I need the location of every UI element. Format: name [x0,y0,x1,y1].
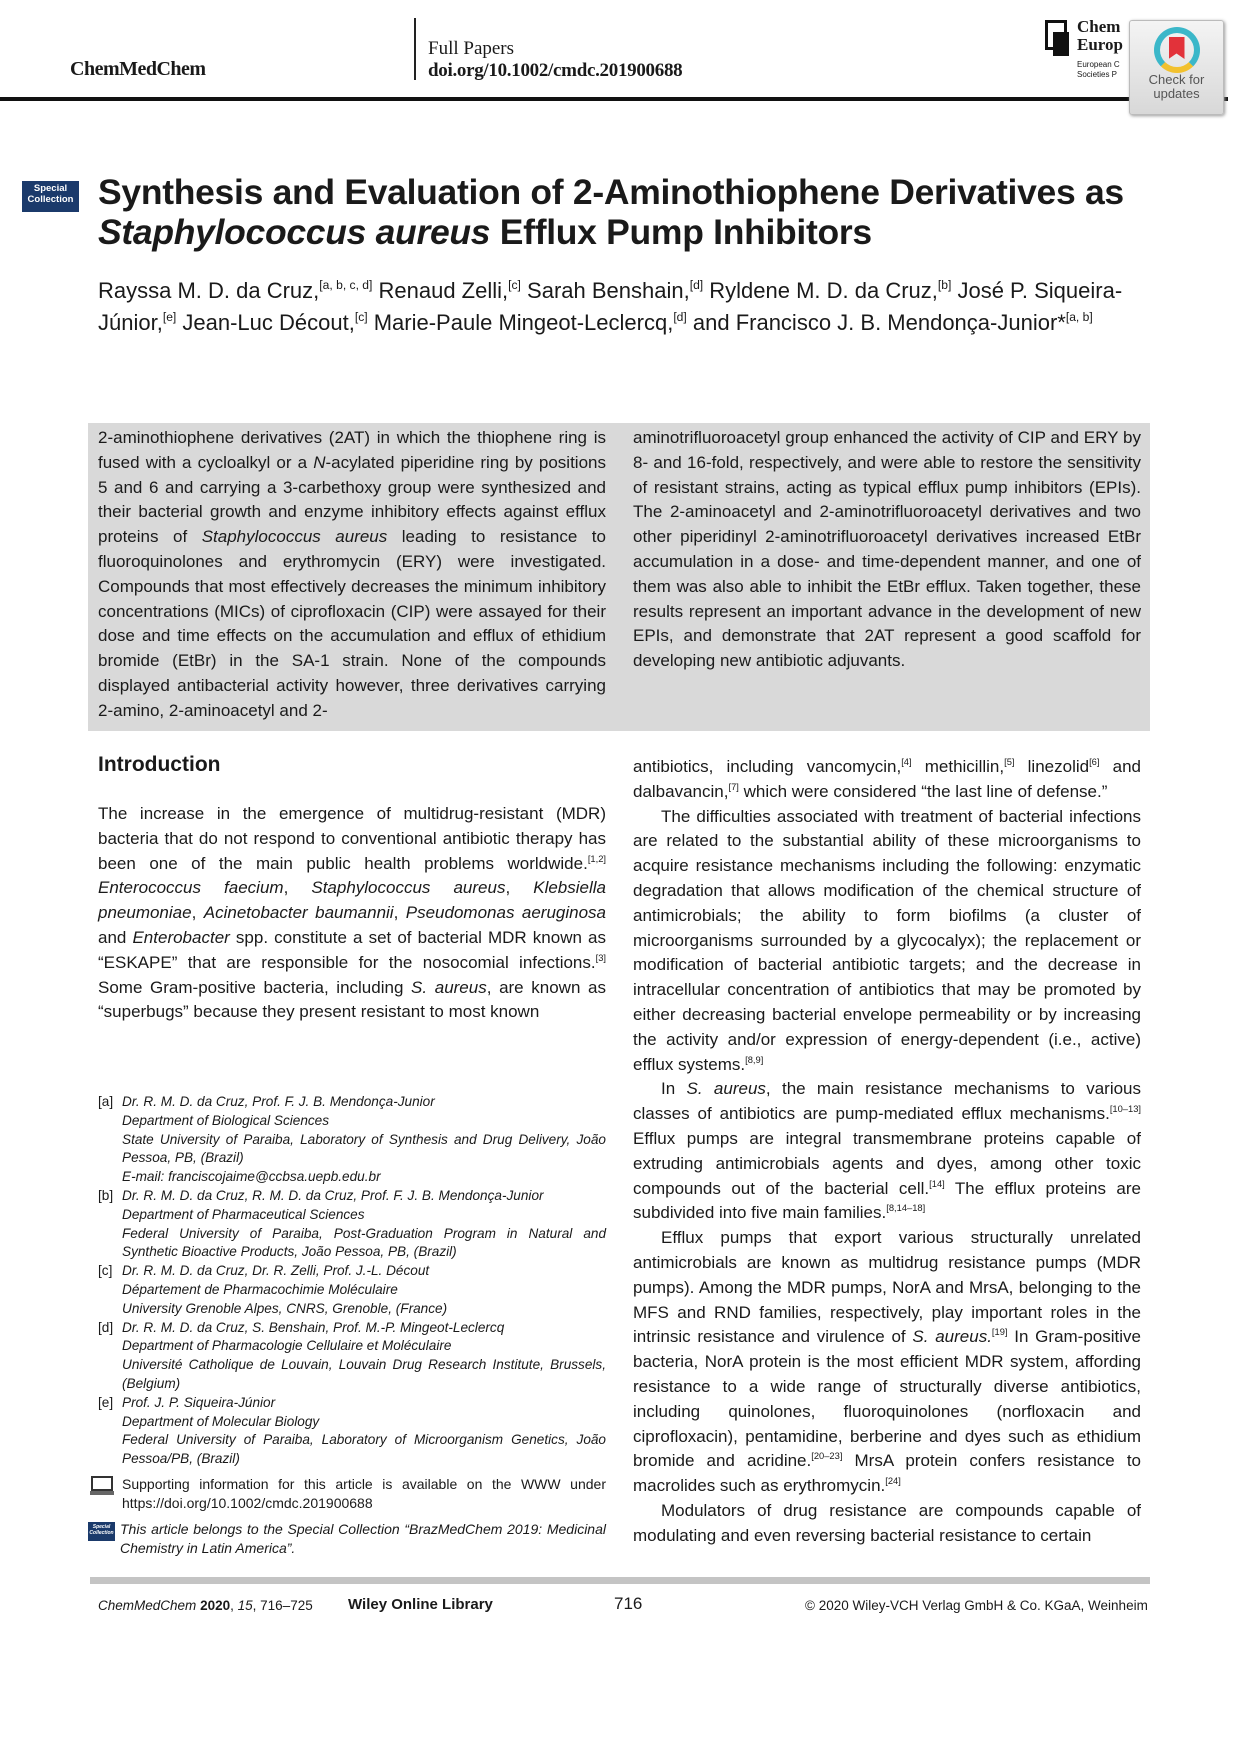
reference-superscript[interactable]: [3] [595,952,606,963]
text-run: Marie-Paule Mingeot-Leclercq, [367,310,674,335]
page-number: 716 [614,1594,643,1613]
text-run: The difficulties associated with treatment of bacterial infections are related to the substantial ability of these microorganisms to acquire resistance mechanisms including the following: enzymatic degradation that allows modification of the chemical structure of antimicrobials; the ability to form biofilms (a cluster of microorganisms surrounded by a glycocalyx); the replacement or modification of bacterial antibiotic targets; and the decrease in intracellular concentration of antibiotics that may be promoted by either decreasing bacterial envelope permeability or by increasing the activity and/or expression of energy-dependent (i.e., active) efflux systems. [633,806,1141,1074]
text-run: 15 [237,1598,253,1613]
text-run: S. aureus [411,977,487,997]
text-run: Staphylococcus aureus [98,212,491,252]
affiliation-line: University Grenoble Alpes, CNRS, Grenoble, (France) [122,1300,448,1316]
affiliation-line: State University of Paraiba, Laboratory of Synthesis and Drug Delivery, João Pessoa, PB, (Brazil) [122,1131,606,1166]
text-run: , [230,1598,238,1613]
badge-text: Collection [27,193,74,205]
reference-superscript[interactable]: [8,9] [745,1054,764,1065]
affiliation-line: Dr. R. M. D. da Cruz, S. Benshain, Prof. M.-P. Mingeot-Leclercq [122,1319,505,1335]
check-updates-label: updates [1153,86,1200,101]
text-run: 2020 [200,1598,231,1613]
check-updates-label: Check for [1148,72,1205,87]
affiliation-line: Department of Pharmaceutical Sciences [122,1206,365,1222]
affiliation-item [98,1093,606,1187]
text-run: linezolid [1014,757,1090,776]
text-run: , 716–725 [252,1598,313,1613]
text-run: S. aureus [686,1079,766,1099]
text-run: Efflux pumps that export various structurally unrelated antimicrobials are known as multidrug resistance pumps (MDR pumps). Among the MDR pumps, NorA and MrsA, belonging to the MFS and RND families, respectively, play important roles in the intrinsic resistance and virulence of [633,1228,1141,1347]
text-run: leading to resistance to fluoroquinolones and erythromycin (ERY) were investigated. Compounds that most effectively decreases the minimum inhibitory concentrations (MICs) of ciprofloxacin (CIP) were assayed for their dose and time effects on the accumulation and efflux of ethidium bromide (EtBr) in the SA-1 strain. None of the compounds displayed antibacterial activity however, three derivatives carrying 2-amino, 2-aminoacetyl and 2- [98,527,606,720]
text-run: Sarah Benshain, [520,278,690,303]
affiliation-line: Department of Pharmacologie Cellulaire et Moléculaire [122,1338,452,1354]
text-run: , [393,903,406,923]
logo-subtext: European C [1077,60,1120,69]
footer-citation [98,1598,313,1613]
affiliation-label: [d] [98,1319,114,1335]
text-run: S. aureus. [912,1327,992,1347]
text-run: methicillin, [911,757,1005,776]
affiliation-line: Federal University of Paraiba, Post-Graduation Program in Natural and Synthetic Bioactive Products, João Pessoa, PB, (Brazil) [122,1225,606,1260]
text-run: and dalbavancin, [633,757,1141,801]
text-run: aminotrifluoroacetyl group enhanced the activity of CIP and ERY by 8- and 16-fold, respectively, and were able to restore the sensitivity of resistant strains, acting as typical efflux pump inhibitors (EPIs). The 2-aminoacetyl and 2-aminotrifluoroacetyl derivatives and two other piperidinyl 2-aminotrifluoroacetyl derivatives increased EtBr accumulation in a dose- and time-dependent manner, and one of them was also able to inhibit the EtBr efflux. Taken together, these results represent an important advance in the development of new EPIs, and demonstrate that 2AT represent a good scaffold for developing new antibiotic adjuvants. [633,428,1141,671]
abstract-right [633,426,1141,674]
text-run: ChemMedChem [98,1598,197,1613]
reference-superscript[interactable]: [e] [162,309,177,324]
text-run: , are known as “superbugs” because they present resistant to most known [98,977,606,1022]
reference-superscript[interactable]: [1,2] [587,853,606,864]
section-label: Full Papers [428,38,515,59]
affiliation-item [98,1262,606,1318]
reference-superscript[interactable]: [20–23] [811,1451,843,1462]
reference-superscript[interactable]: [b] [937,277,952,292]
text-run: Staphylococcus aureus [311,878,506,898]
affiliation-line: Département de Pharmacochimie Moléculaire [122,1281,398,1297]
supporting-info-text[interactable]: Supporting information for this article is available on the WWW under https://doi.org/10.1002/cmdc.201900688 [122,1476,606,1511]
paragraph [633,1226,1141,1499]
wiley-online-library-link[interactable]: Wiley Online Library [348,1596,493,1613]
text-run: Acinetobacter baumannii [203,903,394,923]
affiliation-label: [e] [98,1394,114,1410]
text-run: José P. Siqueira-Júnior, [98,278,1123,335]
text-run: The increase in the emergence of multidrug-resistant (MDR) bacteria that do not respond to conventional antibiotic therapy has been one of the main public health problems worldwide. [98,804,606,873]
check-for-updates-button[interactable] [1129,20,1224,115]
special-collection-text: This article belongs to the Special Collection “BrazMedChem 2019: Medicinal Chemistry in Latin America”. [120,1521,606,1556]
text-run: Pseudomonas aeruginosa [405,903,607,923]
reference-superscript[interactable]: [24] [885,1476,901,1487]
reference-superscript[interactable]: [6] [1089,757,1100,767]
reference-superscript[interactable]: [c] [354,309,368,324]
affiliation-line: Dr. R. M. D. da Cruz, Prof. F. J. B. Mendonça-Junior [122,1094,435,1109]
logo-text: Chem [1077,17,1121,36]
affiliation-line: Université Catholique de Louvain, Louvain Drug Research Institute, Brussels, (Belgium) [122,1357,606,1391]
text-run: Enterococcus faecium [98,878,284,898]
author-list [98,275,1148,339]
text-run: Efflux Pump Inhibitors [490,212,872,252]
chemistry-europe-logo [1045,18,1135,88]
affiliation-label: [b] [98,1187,114,1203]
text-run: antibiotics, including vancomycin, [633,757,902,776]
reference-superscript[interactable]: [4] [901,757,912,767]
reference-superscript[interactable]: [7] [728,781,739,792]
affiliation-line: Prof. J. P. Siqueira-Júnior [122,1394,276,1410]
text-run: The efflux proteins are subdivided into five main families. [633,1178,1141,1223]
reference-superscript[interactable]: [8,14–18] [886,1203,926,1214]
introduction-right [633,755,1141,1549]
introduction-heading: Introduction [98,753,221,776]
paragraph [633,1077,1141,1226]
reference-superscript[interactable]: [d] [673,309,687,324]
badge-text: Special [33,183,68,194]
paragraph [98,802,606,1025]
text-run: , [283,878,312,898]
logo-text: Europ [1077,35,1123,54]
text-run: Jean-Luc Décout, [176,310,355,335]
doi-link[interactable]: doi.org/10.1002/cmdc.201900688 [428,60,683,81]
special-collection-badge [22,181,79,212]
text-run: In [661,1079,687,1099]
reference-superscript[interactable]: [19] [991,1327,1008,1338]
special-collection-icon: Special Collection [88,1522,115,1541]
text-run: Synthesis and Evaluation of 2-Aminothiophene Derivatives as [98,172,1124,212]
text-run: Klebsiella pneumoniae [98,878,606,923]
text-run: MrsA protein confers resistance to macrolides such as erythromycin. [633,1451,1141,1496]
affiliation-line: Department of Biological Sciences [122,1112,330,1128]
article-title [98,172,1148,252]
affiliation-item [98,1187,606,1262]
text-run: Modulators of drug resistance are compounds capable of modulating and even reversing bacterial resistance to certain [633,1500,1141,1545]
reference-superscript[interactable]: [a, b] [1065,309,1093,324]
text-run: Enterobacter [132,927,230,947]
header-rule [0,97,1228,101]
paragraph [633,805,1141,1078]
introduction-left [98,802,606,1025]
computer-icon [90,1476,114,1496]
affiliations [98,1093,606,1469]
abstract-left [98,426,606,724]
reference-superscript[interactable]: [5] [1004,757,1015,767]
affiliation-label: [a] [98,1094,114,1109]
text-run: N [313,452,326,472]
text-run: , the main resistance mechanisms to various classes of antibiotics are pump-mediated efflux mechanisms. [633,1079,1142,1124]
journal-name: ChemMedChem [70,58,206,80]
affiliation-label: [c] [98,1263,113,1279]
text-run: Efflux pumps are integral transmembrane proteins capable of extruding antimicrobials agents and dyes, among other toxic compounds out of the bacterial cell. [633,1128,1141,1198]
text-run: , [505,878,534,898]
text-run: Rayssa M. D. da Cruz, [98,278,320,303]
text-run: 2-aminothiophene derivatives (2AT) in which the thiophene ring is fused with a cycloalkyl or a [98,428,606,472]
affiliation-item [98,1394,606,1469]
text-run: , [191,903,204,923]
reference-superscript[interactable]: [14] [929,1178,945,1189]
paragraph [633,1499,1141,1549]
text-run: and [98,927,133,947]
text-run: which were considered “the last line of defense.” [738,781,1108,801]
footer-copyright: © 2020 Wiley-VCH Verlag GmbH & Co. KGaA, Weinheim [805,1598,1148,1613]
affiliation-line: Dr. R. M. D. da Cruz, Dr. R. Zelli, Prof. J.-L. Décout [122,1263,430,1279]
supporting-info [90,1475,606,1513]
footer-rule [90,1577,1150,1584]
text-run: Some Gram-positive bacteria, including [98,977,412,997]
header-divider [414,18,416,80]
reference-superscript[interactable]: [c] [508,277,521,292]
crossmark-icon [1154,27,1200,73]
text-run: spp. constitute a set of bacterial MDR known as “ESKAPE” that are responsible for the nosocomial infections. [98,927,606,972]
text-run: -acylated piperidine ring by positions 5 and 6 and carrying a 3-carbethoxy group were synthesized and their bacterial growth and enzyme inhibitory effects against efflux proteins of [98,452,606,547]
affiliation-line: Dr. R. M. D. da Cruz, R. M. D. da Cruz, Prof. F. J. B. Mendonça-Junior [122,1187,544,1203]
paragraph [633,755,1141,805]
affiliation-item [98,1319,606,1394]
logo-subtext: Societies P [1077,70,1118,79]
affiliation-line: Federal University of Paraiba, Laboratory of Microorganism Genetics, João Pessoa/PB, (Brazil) [122,1432,606,1467]
text-run: Staphylococcus aureus [201,527,388,547]
reference-superscript[interactable]: [10–13] [1109,1104,1141,1115]
reference-superscript[interactable]: [d] [689,277,704,292]
reference-superscript[interactable]: [a, b, c, d] [319,277,373,292]
affiliation-line[interactable]: E-mail: franciscojaime@ccbsa.uepb.edu.br [122,1169,381,1185]
text-run: In Gram-positive bacteria, NorA protein is the most efficient MDR system, affording resistance to a wide range of structurally diverse antibiotics, including quinolones, fluoroquinolones (norfloxacin and ciprofloxacin), pentamidine, berberine and dyes such as ethidium bromide and acridine. [633,1327,1141,1471]
text-run: Renaud Zelli, [372,278,509,303]
text-run: Ryldene M. D. da Cruz, [703,278,938,303]
special-collection-note [88,1520,606,1558]
affiliation-line: Department of Molecular Biology [122,1413,320,1429]
text-run: and Francisco J. B. Mendonça-Junior* [686,310,1066,335]
